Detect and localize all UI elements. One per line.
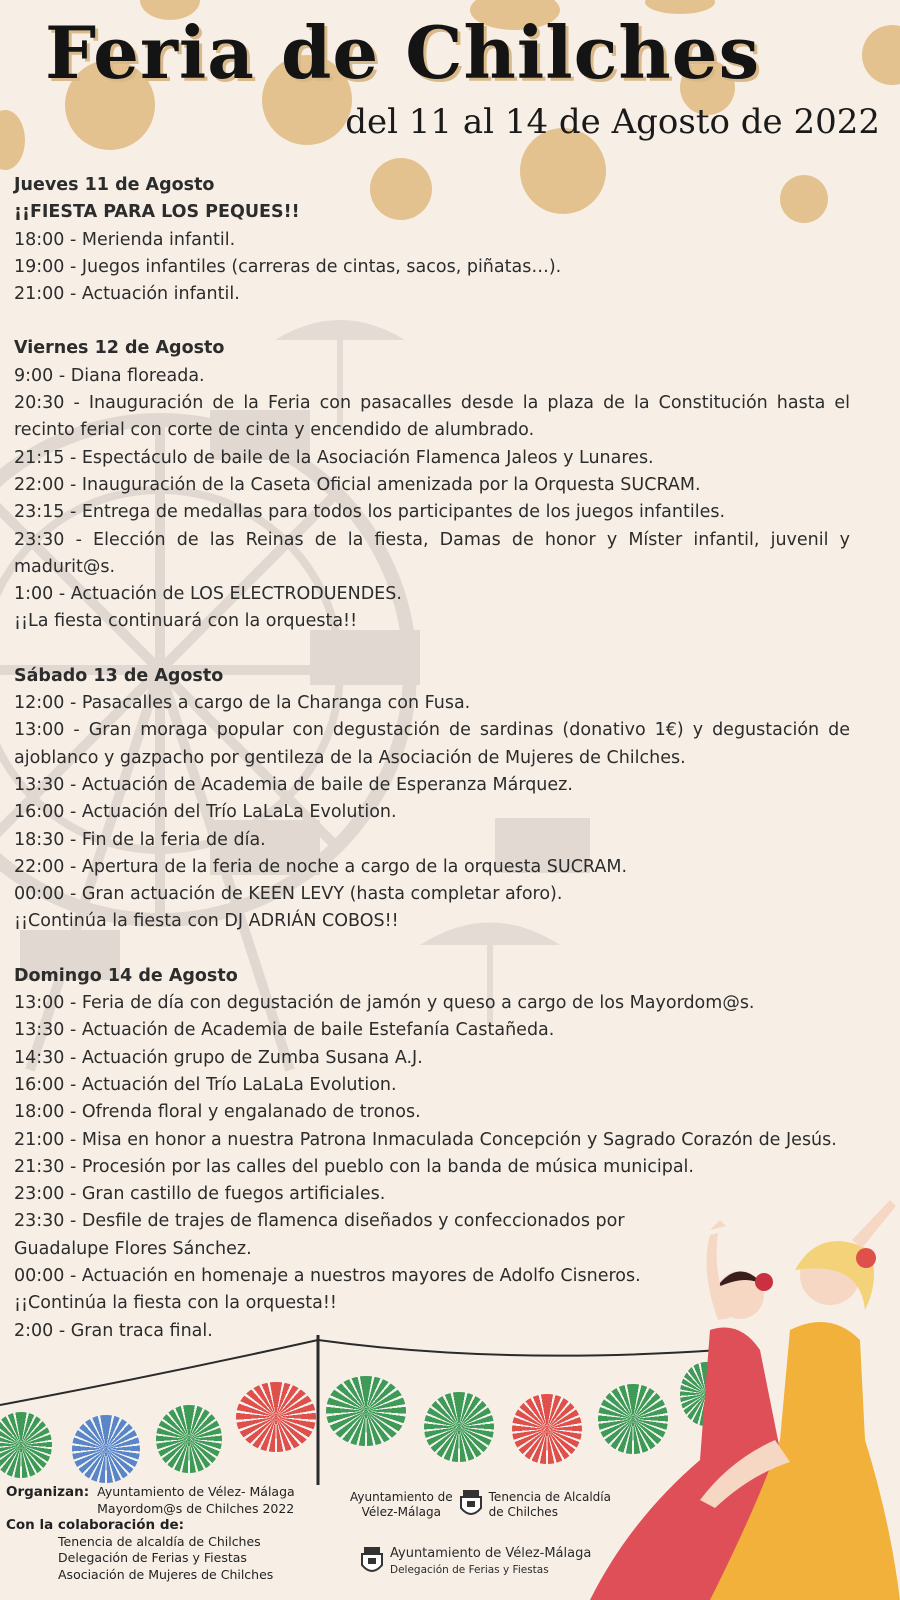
logo-text-tenencia bbox=[489, 1490, 611, 1520]
paper-lantern bbox=[72, 1415, 140, 1483]
organizer-item: Mayordom@s de Chilches 2022 bbox=[97, 1500, 295, 1516]
day-title: Viernes 12 de Agosto bbox=[14, 338, 225, 359]
program-line: 18:00 - Ofrenda floral y engalanado de tronos. bbox=[14, 1102, 421, 1123]
credits bbox=[6, 1484, 295, 1583]
logo-ayuntamiento-tenencia bbox=[350, 1490, 611, 1520]
program-line: 21:00 - Misa en honor a nuestra Patrona Inmaculada Concepción y Sagrado Corazón de Jesús. bbox=[14, 1129, 837, 1150]
day-section-jueves bbox=[14, 172, 850, 308]
program-line: 13:30 - Actuación de Academia de baile Estefanía Castañeda. bbox=[14, 1020, 555, 1041]
organizers-list bbox=[97, 1484, 295, 1517]
program-line: ¡¡FIESTA PARA LOS PEQUES!! bbox=[14, 202, 300, 223]
date-subtitle: del 11 al 14 de Agosto de 2022 bbox=[345, 102, 880, 142]
program-line: 23:30 - Desfile de trajes de flamenca diseñados y confeccionados por bbox=[14, 1211, 625, 1232]
page-title: Feria de Chilches bbox=[45, 10, 761, 95]
logo-line: Ayuntamiento de bbox=[350, 1490, 453, 1504]
coat-of-arms-icon bbox=[360, 1547, 384, 1577]
coat-of-arms-icon bbox=[459, 1490, 483, 1520]
collaborator-item: Tenencia de alcaldía de Chilches bbox=[58, 1533, 261, 1549]
program-line: 19:00 - Juegos infantiles (carreras de cintas, sacos, piñatas…). bbox=[14, 256, 562, 277]
program-line: 00:00 - Gran actuación de KEEN LEVY (hasta completar aforo). bbox=[14, 884, 563, 905]
decor-dot bbox=[862, 25, 900, 85]
program-line: ¡¡La fiesta continuará con la orquesta!! bbox=[14, 611, 358, 632]
program-line: 14:30 - Actuación grupo de Zumba Susana A.J. bbox=[14, 1047, 423, 1068]
paper-lantern bbox=[512, 1394, 582, 1464]
program-line: 18:30 - Fin de la feria de día. bbox=[14, 829, 266, 850]
paper-lantern bbox=[424, 1392, 494, 1462]
day-title: Domingo 14 de Agosto bbox=[14, 965, 238, 986]
program bbox=[14, 172, 850, 1372]
program-line: 23:00 - Gran castillo de fuegos artificiales. bbox=[14, 1184, 386, 1205]
logo-ayuntamiento-delegacion bbox=[360, 1546, 591, 1578]
program-line: 21:00 - Actuación infantil. bbox=[14, 284, 240, 305]
program-line: 1:00 - Actuación de LOS ELECTRODUENDES. bbox=[14, 584, 402, 605]
program-line: 12:00 - Pasacalles a cargo de la Charanga con Fusa. bbox=[14, 693, 471, 714]
organizers-row bbox=[6, 1484, 295, 1517]
collaborator-item: Delegación de Ferias y Fiestas bbox=[58, 1550, 247, 1565]
program-line: Guadalupe Flores Sánchez. bbox=[14, 1238, 252, 1259]
program-line: 23:30 - Elección de las Reinas de la fiesta, Damas de honor y Míster infantil, juvenil y madurit@s. bbox=[14, 529, 850, 577]
program-line: 23:15 - Entrega de medallas para todos los participantes de los juegos infantiles. bbox=[14, 502, 726, 523]
organizer-item: Ayuntamiento de Vélez- Málaga bbox=[97, 1484, 295, 1499]
paper-lantern bbox=[156, 1405, 222, 1473]
program-line: 21:15 - Espectáculo de baile de la Asociación Flamenca Jaleos y Lunares. bbox=[14, 447, 654, 468]
logo-line: Ayuntamiento de Vélez-Málaga bbox=[390, 1546, 592, 1561]
paper-lantern bbox=[326, 1376, 406, 1446]
collaborators-list bbox=[6, 1534, 295, 1584]
program-line: 21:30 - Procesión por las calles del pueblo con la banda de música municipal. bbox=[14, 1156, 694, 1177]
logo-line: Delegación de Ferias y Fiestas bbox=[390, 1564, 549, 1576]
program-line: 20:30 - Inauguración de la Feria con pasacalles desde la plaza de la Constitución hasta el recinto ferial con corte de cinta y encendido de alumbrado. bbox=[14, 393, 850, 441]
program-line: 2:00 - Gran traca final. bbox=[14, 1320, 213, 1341]
day-title: Jueves 11 de Agosto bbox=[14, 175, 215, 195]
program-line: 22:00 - Inauguración de la Caseta Oficial amenizada por la Orquesta SUCRAM. bbox=[14, 474, 701, 495]
logo-row bbox=[350, 1490, 611, 1520]
collaborator-item: Asociación de Mujeres de Chilches bbox=[58, 1566, 274, 1582]
program-line: 16:00 - Actuación del Trío LaLaLa Evolution. bbox=[14, 1074, 397, 1095]
day-section-sabado bbox=[14, 663, 850, 936]
logo-text-ayuntamiento bbox=[350, 1490, 453, 1520]
program-line: 00:00 - Actuación en homenaje a nuestros mayores de Adolfo Cisneros. bbox=[14, 1265, 641, 1286]
program-line: ¡¡Continúa la fiesta con la orquesta!! bbox=[14, 1293, 337, 1314]
decor-dot bbox=[0, 110, 25, 170]
day-section-viernes bbox=[14, 335, 850, 635]
organizers-label: Organizan: bbox=[6, 1484, 90, 1500]
logo2-text bbox=[390, 1546, 591, 1578]
program-line: 13:00 - Feria de día con degustación de jamón y queso a cargo de los Mayordom@s. bbox=[14, 993, 755, 1014]
program-line: 9:00 - Diana floreada. bbox=[14, 365, 205, 386]
logo-line: Vélez-Málaga bbox=[361, 1505, 441, 1519]
logo-line: Tenencia de Alcaldía bbox=[488, 1490, 611, 1504]
logo-line: de Chilches bbox=[488, 1505, 558, 1519]
day-title: Sábado 13 de Agosto bbox=[14, 665, 224, 686]
flamenco-dancers-illustration bbox=[590, 1200, 900, 1600]
program-line: 13:00 - Gran moraga popular con degustación de sardinas (donativo 1€) y degustación de ajoblanco y gazpacho por gentileza de la Asociación de Mujeres de Chilches. bbox=[14, 720, 850, 768]
program-line: ¡¡Continúa la fiesta con DJ ADRIÁN COBOS!! bbox=[14, 911, 399, 932]
program-line: 22:00 - Apertura de la feria de noche a cargo de la orquesta SUCRAM. bbox=[14, 856, 628, 877]
program-line: 13:30 - Actuación de Academia de baile de Esperanza Márquez. bbox=[14, 774, 573, 795]
paper-lantern bbox=[236, 1382, 316, 1452]
collaboration-label: Con la colaboración de: bbox=[6, 1517, 185, 1533]
program-line: 16:00 - Actuación del Trío LaLaLa Evolution. bbox=[14, 802, 397, 823]
program-line: 18:00 - Merienda infantil. bbox=[14, 229, 236, 250]
